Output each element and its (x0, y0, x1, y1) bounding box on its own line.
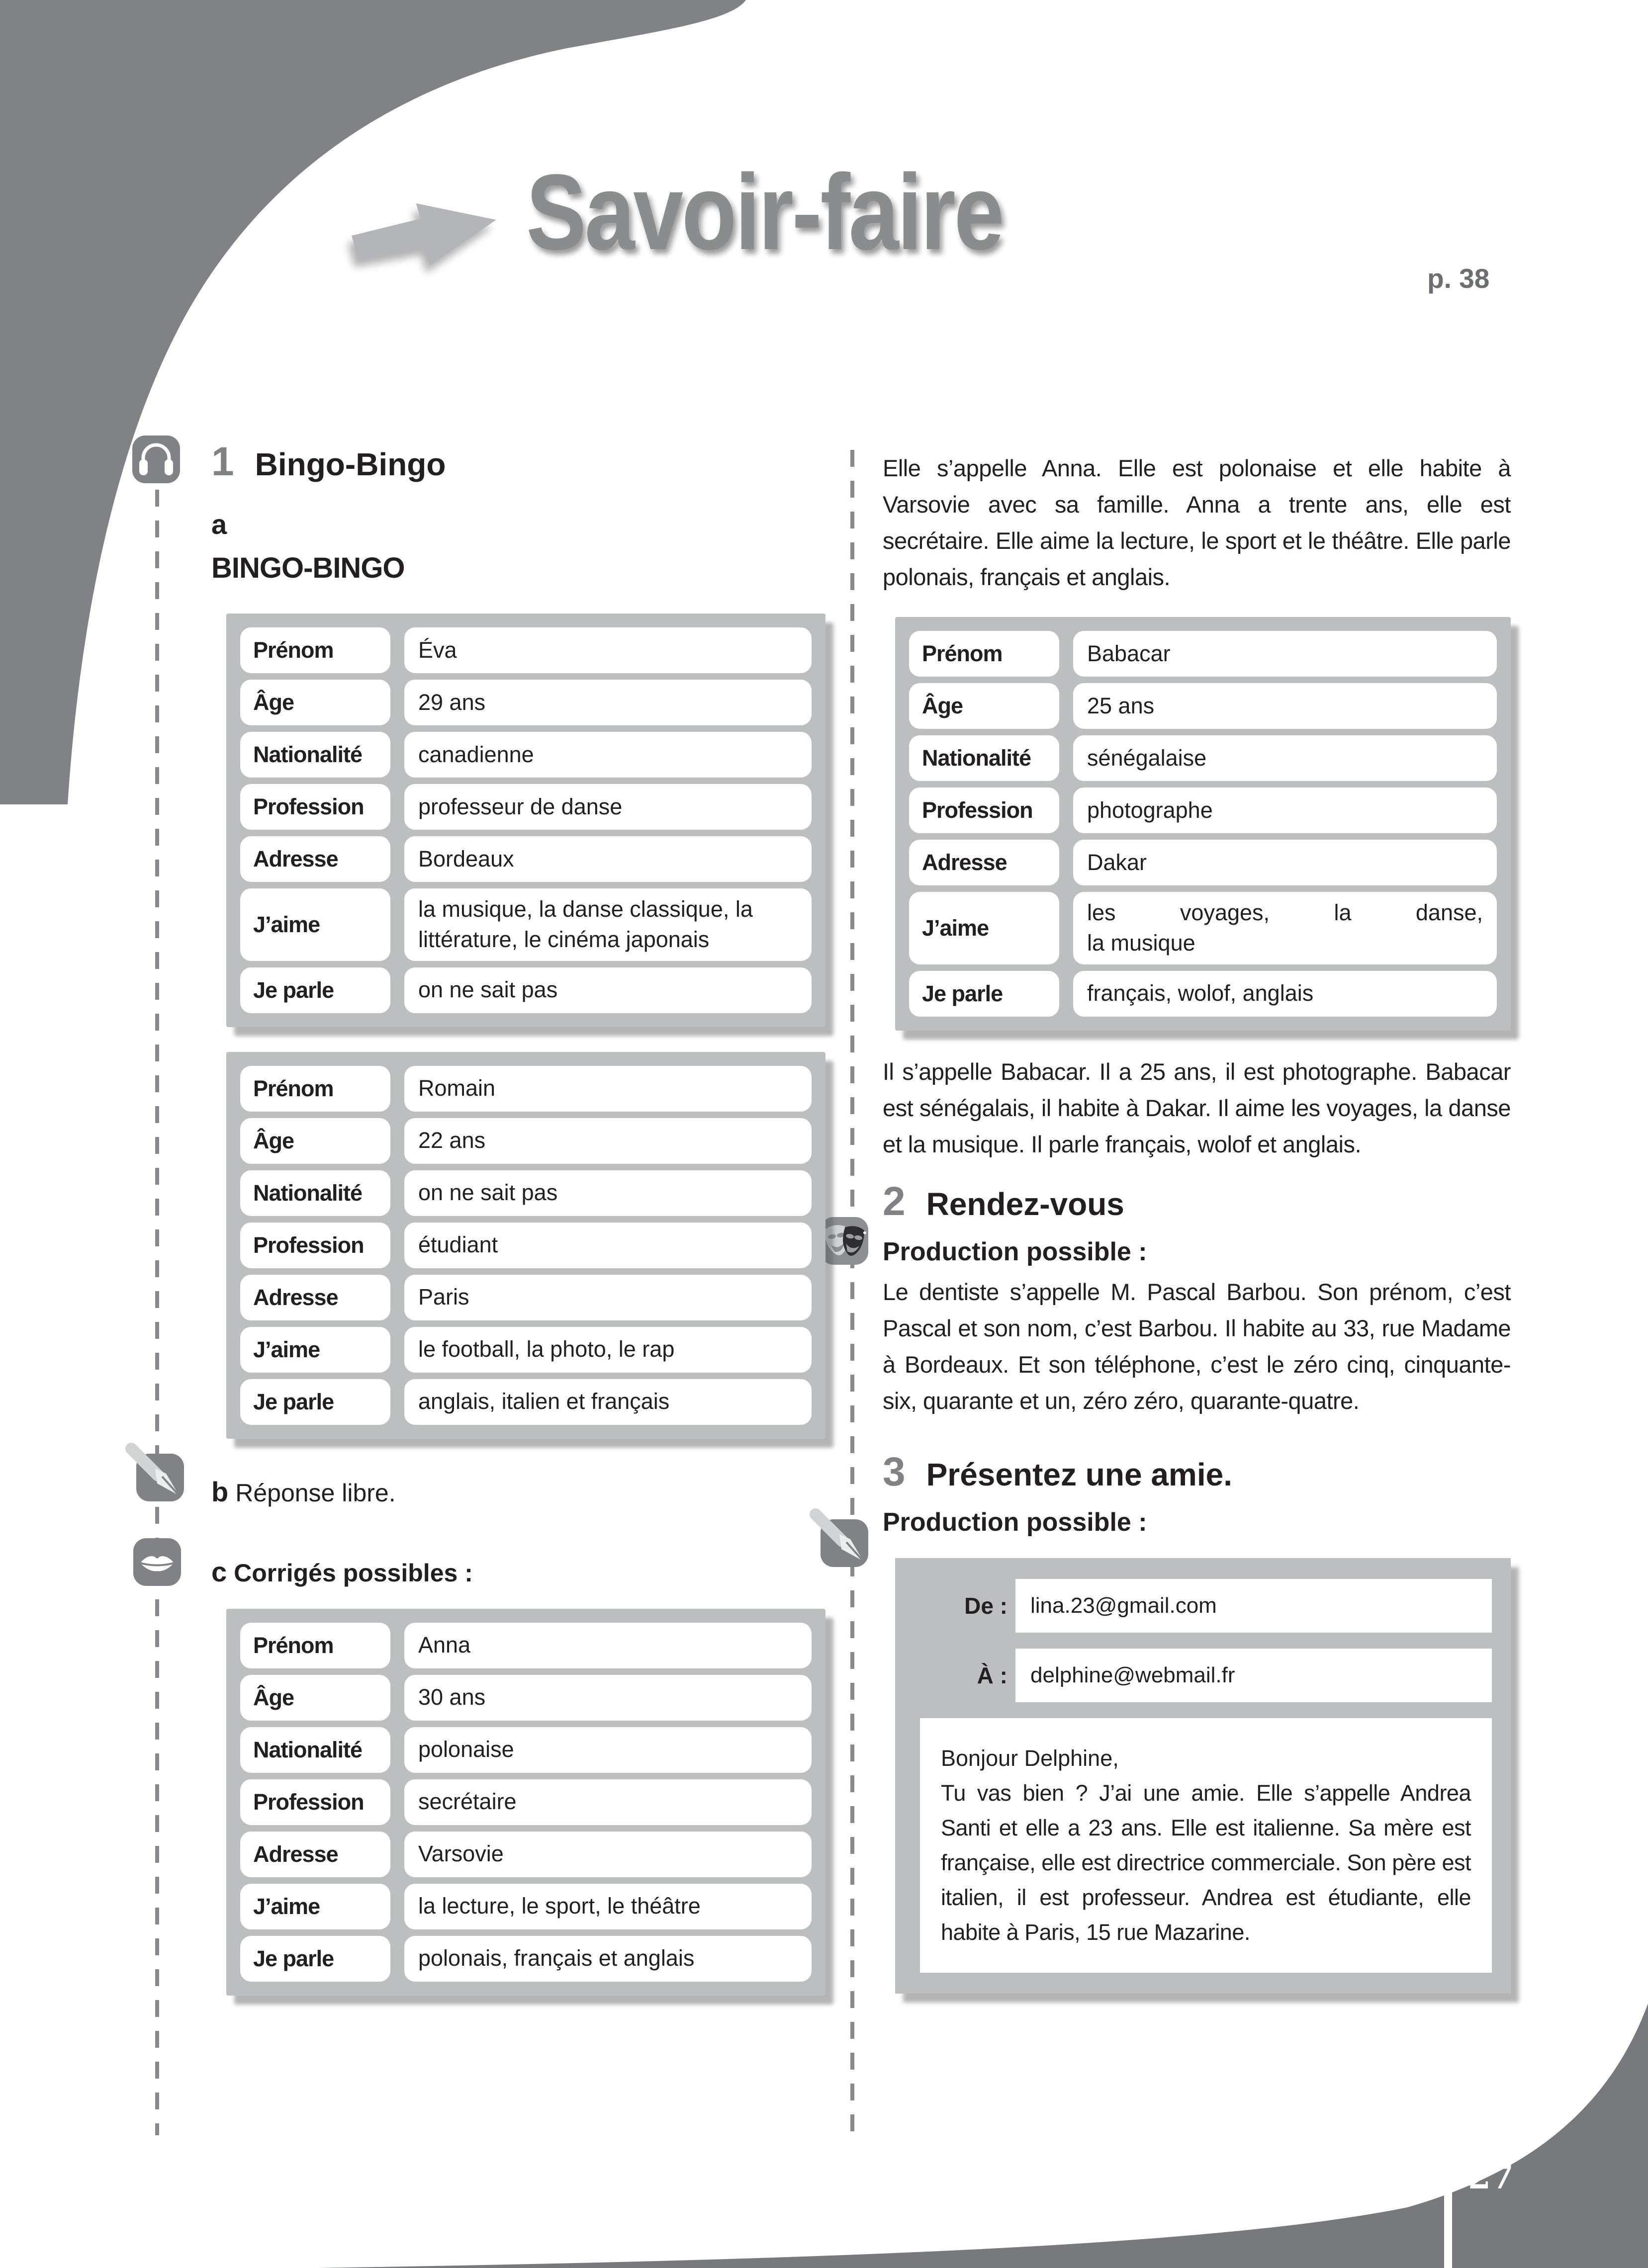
form-row (240, 1170, 812, 1216)
profile-card-eva (226, 613, 825, 1027)
form-row (240, 1675, 812, 1721)
footer-divider-line (1444, 2166, 1452, 2268)
part-c-line (211, 1556, 830, 1588)
production-possible-label: Production possible : (883, 1507, 1147, 1537)
field-value: français, wolof, anglais (1073, 971, 1497, 1017)
field-label: Nationalité (240, 1727, 390, 1773)
email-to-row (914, 1649, 1492, 1702)
corner-decoration-bottom-right (0, 1979, 1648, 2268)
field-value: anglais, italien et français (404, 1379, 812, 1425)
email-body-text: Tu vas bien ? J’ai une amie. Elle s’appelle Andrea Santi et elle a 23 ans. Elle est italienne. Sa mère est française, elle est directrice commerciale. Son père est italien, il est professeur. Andrea est étudiante, elle habite à Paris, 15 rue Mazarine. (941, 1780, 1471, 1945)
form-row (240, 1884, 812, 1929)
field-label: J’aime (240, 1327, 390, 1373)
field-value: photographe (1073, 787, 1497, 833)
field-value: Bordeaux (404, 836, 812, 882)
part-a-line (211, 508, 830, 540)
email-from-label: De : (964, 1592, 1007, 1619)
part-b-line (211, 1476, 830, 1508)
field-label: Je parle (240, 1936, 390, 1982)
field-label: J’aime (240, 1884, 390, 1929)
form-row (909, 892, 1497, 964)
part-letter: a (211, 509, 227, 540)
lips-icon (127, 1532, 187, 1592)
headphones-icon (126, 430, 186, 489)
page-number: 27 (1468, 2158, 1514, 2196)
part-b-text: Réponse libre. (235, 1479, 396, 1507)
form-row (909, 631, 1497, 677)
email-to-field: delphine@webmail.fr (1015, 1649, 1492, 1702)
form-row (909, 971, 1497, 1017)
exercise-number: 1 (211, 439, 234, 484)
field-label: Prénom (909, 631, 1059, 677)
form-row (909, 787, 1497, 833)
email-from-field: lina.23@gmail.com (1015, 1579, 1492, 1633)
field-label: Profession (240, 1222, 390, 1268)
field-value: Romain (404, 1066, 812, 1112)
form-row (240, 836, 812, 882)
field-value: Paris (404, 1275, 812, 1320)
field-value: la musique, la danse classique, la littérature, le cinéma japonais (404, 888, 812, 961)
paragraph-dentiste: Le dentiste s’appelle M. Pascal Barbou. Son prénom, c’est Pascal et son nom, c’est Barbou. Il habite au 33, rue Madame à Bordeaux. Et son téléphone, c’est le zéro cinq, cinquante-six, quarante et un, zéro zéro, quarante-quatre. (883, 1278, 1511, 1414)
page-reference: p. 38 (1427, 263, 1490, 294)
part-letter: b (211, 1476, 229, 1507)
field-label: Prénom (240, 1623, 390, 1668)
exercise-title: Bingo-Bingo (255, 446, 446, 482)
field-value: 30 ans (404, 1675, 812, 1721)
exercise-number: 2 (883, 1178, 906, 1224)
field-label: Âge (240, 1118, 390, 1164)
field-label: Profession (240, 784, 390, 830)
field-value: on ne sait pas (404, 967, 812, 1013)
field-label: Nationalité (240, 732, 390, 778)
field-label: Je parle (240, 1379, 390, 1425)
field-label: Âge (909, 683, 1059, 729)
exercise-1-heading (211, 441, 830, 482)
field-label: Nationalité (240, 1170, 390, 1216)
dashed-guide-left (155, 490, 159, 2135)
bingo-subheading: BINGO-BINGO (211, 552, 405, 584)
field-label: Adresse (909, 840, 1059, 885)
exercise-2-heading (883, 1178, 1511, 1224)
form-row (240, 1066, 812, 1112)
field-label: Nationalité (909, 735, 1059, 781)
form-row (240, 1118, 812, 1164)
field-label: Adresse (240, 836, 390, 882)
form-row (240, 967, 812, 1013)
page-title: Savoir-faire (526, 152, 1003, 272)
field-label: J’aime (909, 892, 1059, 964)
field-value: le football, la photo, le rap (404, 1327, 812, 1373)
field-value: polonaise (404, 1727, 812, 1773)
form-row (240, 1623, 812, 1668)
right-column (883, 450, 1511, 1994)
form-row (240, 1275, 812, 1320)
pen-icon (130, 1448, 190, 1507)
field-value: canadienne (404, 732, 812, 778)
field-value: polonais, français et anglais (404, 1936, 812, 1982)
email-card (895, 1558, 1511, 1994)
left-column (211, 441, 830, 1996)
form-row (240, 1222, 812, 1268)
field-label: Prénom (240, 627, 390, 673)
field-label: Profession (240, 1779, 390, 1825)
field-value: 25 ans (1073, 683, 1497, 729)
form-row (909, 735, 1497, 781)
field-label: Prénom (240, 1066, 390, 1112)
profile-card-romain (226, 1052, 825, 1439)
profile-card-babacar (895, 617, 1511, 1031)
profile-card-anna (226, 1609, 825, 1996)
field-value: Varsovie (404, 1832, 812, 1877)
field-value: on ne sait pas (404, 1170, 812, 1216)
email-to-label: À : (977, 1662, 1007, 1688)
email-greeting: Bonjour Delphine, (941, 1745, 1119, 1771)
field-value: 29 ans (404, 680, 812, 725)
form-row (240, 784, 812, 830)
field-label: Je parle (909, 971, 1059, 1017)
part-c-text: Corrigés possibles : (234, 1559, 473, 1587)
exercise-3-heading (883, 1449, 1511, 1494)
form-row (240, 1379, 812, 1425)
form-row (240, 1327, 812, 1373)
form-row (240, 1779, 812, 1825)
form-row (240, 680, 812, 725)
field-label: Âge (240, 1675, 390, 1721)
field-value: la lecture, le sport, le théâtre (404, 1884, 812, 1929)
exercise-title: Présentez une amie. (926, 1456, 1232, 1492)
field-value: étudiant (404, 1222, 812, 1268)
field-value: Dakar (1073, 840, 1497, 885)
field-value: secrétaire (404, 1779, 812, 1825)
production-possible-label: Production possible : (883, 1237, 1147, 1266)
field-value: sénégalaise (1073, 735, 1497, 781)
field-value: 22 ans (404, 1118, 812, 1164)
field-label: Adresse (240, 1275, 390, 1320)
field-label: J’aime (240, 888, 390, 961)
exercise-title: Rendez-vous (926, 1186, 1124, 1222)
dashed-guide-right (850, 450, 854, 2135)
field-value-line-2: la musique (1087, 930, 1195, 956)
field-value (1073, 892, 1497, 964)
form-row (240, 627, 812, 673)
field-value-line-1: les voyages, la danse, (1087, 900, 1483, 925)
exercise-number: 3 (883, 1449, 906, 1494)
form-row (240, 1832, 812, 1877)
paragraph-babacar: Il s’appelle Babacar. Il a 25 ans, il est photographe. Babacar est sénégalais, il habite à Dakar. Il aime les voyages, la danse et la musique. Il parle français, wolof et anglais. (883, 1058, 1511, 1157)
field-label: Je parle (240, 967, 390, 1013)
part-letter: c (211, 1556, 227, 1587)
field-value: Babacar (1073, 631, 1497, 677)
field-value: professeur de danse (404, 784, 812, 830)
arrow-right-icon (348, 183, 507, 282)
email-body (920, 1718, 1492, 1973)
field-value: Anna (404, 1623, 812, 1668)
email-from-row (914, 1579, 1492, 1633)
form-row (909, 840, 1497, 885)
form-row (240, 1727, 812, 1773)
paragraph-anna: Elle s’appelle Anna. Elle est polonaise et elle habite à Varsovie avec sa famille. Anna a trente ans, elle est secrétaire. Elle aime la lecture, le sport et le théâtre. Elle parle polonais, français et anglais. (883, 455, 1511, 590)
field-label: Profession (909, 787, 1059, 833)
form-row (909, 683, 1497, 729)
field-label: Adresse (240, 1832, 390, 1877)
form-row (240, 732, 812, 778)
field-value: Éva (404, 627, 812, 673)
form-row (240, 888, 812, 961)
field-label: Âge (240, 680, 390, 725)
form-row (240, 1936, 812, 1982)
